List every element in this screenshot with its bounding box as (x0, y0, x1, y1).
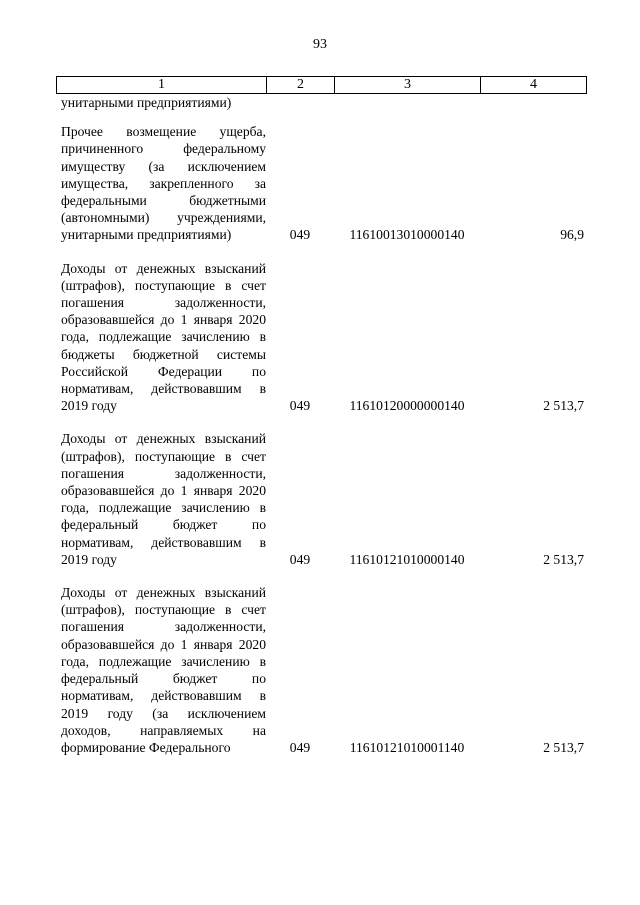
header-col-3: 3 (335, 77, 481, 94)
row-amount: 2 513,7 (543, 739, 584, 755)
table-row (56, 430, 586, 568)
row-name: Доходы от денежных взысканий (штрафов), поступающие в счет погашения задолженности, образовавшейся до 1 января 2020 года, подлежащие зачислению в федеральный бюджет по нормативам, действовавшим в 2019 году (61, 431, 266, 567)
row-name: Доходы от денежных взысканий (штрафов), поступающие в счет погашения задолженности, образовавшейся до 1 января 2020 года, подлежащие зачислению в федеральный бюджет по нормативам, действовавшим в 2019 году (за исключением доходов, направляемых на формирование Федерального (61, 585, 266, 755)
row-name: Доходы от денежных взысканий (штрафов), поступающие в счет погашения задолженности, образовавшейся до 1 января 2020 года, подлежащие зачислению в бюджеты бюджетной системы Российской Федерации по нормативам, действовавшим в 2019 году (61, 260, 266, 414)
table-row (56, 260, 586, 415)
page-number: 93 (313, 37, 327, 52)
continuation-text: унитарными предприятиями) (61, 95, 232, 110)
header-col-1: 1 (57, 77, 267, 94)
table-row (56, 123, 586, 243)
header-col-2: 2 (267, 77, 335, 94)
row-kbk: 11610013010000140 (349, 227, 465, 243)
table-header (56, 76, 587, 94)
row-admin-code: 049 (289, 739, 311, 755)
row-amount: 2 513,7 (543, 398, 584, 414)
header-col-4: 4 (481, 77, 587, 94)
table-body (56, 94, 586, 772)
continuation-row (56, 94, 586, 111)
row-kbk: 11610121010001140 (349, 739, 465, 755)
row-amount: 96,9 (560, 227, 584, 243)
row-admin-code: 049 (289, 227, 311, 243)
row-name: Прочее возмещение ущерба, причиненного федеральному имуществу (за исключением имущества, закрепленного за федеральными бюджетными (автономными) учреждениями, унитарными предприятиями) (61, 124, 266, 243)
row-kbk: 11610120000000140 (349, 398, 465, 414)
row-kbk: 11610121010000140 (349, 551, 465, 567)
row-admin-code: 049 (289, 551, 311, 567)
row-admin-code: 049 (289, 398, 311, 414)
table-row (56, 584, 586, 756)
row-amount: 2 513,7 (543, 551, 584, 567)
